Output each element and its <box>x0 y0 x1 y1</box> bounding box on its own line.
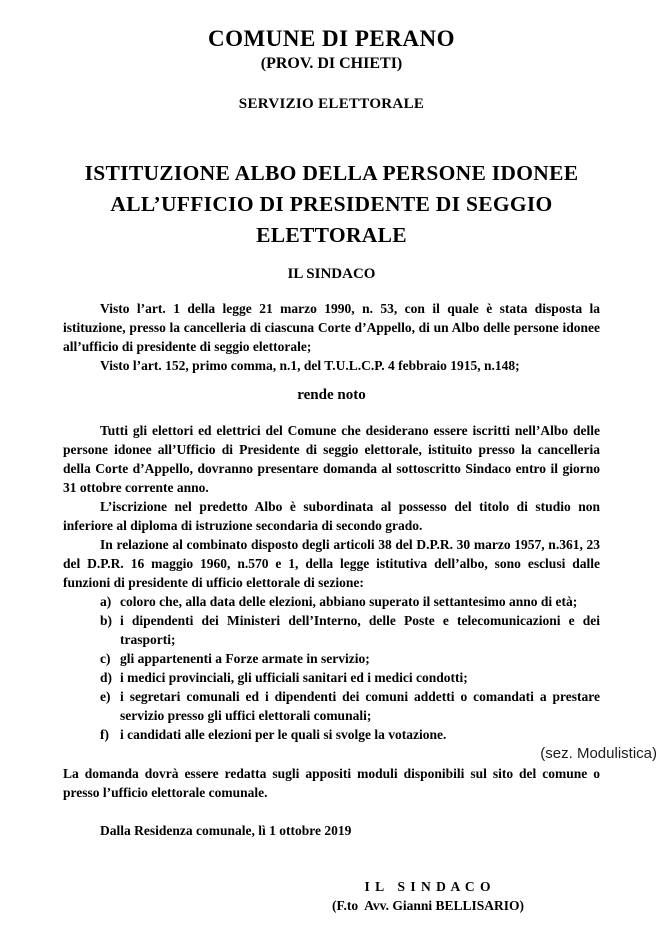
rende-noto-heading: rende noto <box>297 386 366 403</box>
list-item <box>100 592 600 611</box>
list-item-text: i candidati alle elezioni per le quali si svolge la votazione. <box>120 726 447 742</box>
list-item-marker: e) <box>100 688 111 704</box>
dateline: Dalla Residenza comunale, lì 1 ottobre 2019 <box>100 822 352 838</box>
modulistica-side-note: (sez. Modulistica) <box>540 744 657 762</box>
premise-paragraph-1: Visto l’art. 1 della legge 21 marzo 1990, n. 53, con il quale è stata disposta la istituzione, presso la cancelleria di ciascuna Corte d’Appello, di un Albo delle persone idonee all’ufficio di presidente di seggio elettorale; <box>63 300 600 354</box>
body-paragraph-3: In relazione al combinato disposto degli articoli 38 del D.P.R. 30 marzo 1957, n.361, 23 del D.P.R. 16 maggio 1960, n.570 e 1, della legge istitutiva dell’albo, sono esclusi dalle funzioni di presidente di ufficio elettorale di sezione: <box>63 536 600 590</box>
closing-paragraph: La domanda dovrà essere redatta sugli appositi moduli disponibili sul sito del comune o presso l’ufficio elettorale comunale. <box>63 765 600 800</box>
list-item-text: gli appartenenti a Forze armate in servizio; <box>120 650 370 666</box>
signature-role: I L S I N D A C O <box>364 878 492 894</box>
body-paragraph-1: Tutti gli elettori ed elettrici del Comune che desiderano essere iscritti nell’Albo delle persone idonee all’Ufficio di Presidente di seggio elettorale, istituito presso la cancelleria della Corte d’Appello, dovranno presentare domanda al sottoscritto Sindaco entro il giorno 31 ottobre corrente anno. <box>63 422 600 495</box>
list-item <box>100 687 600 725</box>
list-item-text: i medici provinciali, gli ufficiali sanitari ed i medici condotti; <box>120 669 468 685</box>
list-item <box>100 649 600 668</box>
signature-name: (F.to Avv. Gianni BELLISARIO) <box>331 897 525 913</box>
list-item-text: coloro che, alla data delle elezioni, abbiano superato il settantesimo anno di età; <box>120 593 578 609</box>
list-item-marker: b) <box>100 612 113 628</box>
list-item-text: i dipendenti dei Ministeri dell’Interno, delle Poste e telecomunicazioni e dei trasporti; <box>120 612 600 647</box>
body-paragraph-2: L’iscrizione nel predetto Albo è subordinata al possesso del titolo di studio non inferiore al diploma di istruzione secondaria di secondo grado. <box>63 498 600 533</box>
mayor-heading: IL SINDACO <box>287 265 376 282</box>
province-subtitle: (PROV. DI CHIETI) <box>260 55 403 73</box>
list-item <box>100 611 600 649</box>
office-name: SERVIZIO ELETTORALE <box>238 95 425 112</box>
document-title: ISTITUZIONE ALBO DELLA PERSONE IDONEE ALL’UFFICIO DI PRESIDENTE DI SEGGIO ELETTORALE <box>84 160 579 247</box>
list-item-marker: a) <box>100 593 112 609</box>
list-item-marker: f) <box>100 726 109 742</box>
list-item <box>100 668 600 687</box>
signature-block <box>328 877 528 915</box>
list-item-marker: c) <box>100 650 111 666</box>
list-item <box>100 725 600 744</box>
exclusion-list <box>100 592 600 744</box>
list-item-text: i segretari comunali ed i dipendenti dei comuni addetti o comandati a prestare servizio presso gli uffici elettorali comunali; <box>120 688 600 723</box>
municipality-title: COMUNE DI PERANO <box>208 26 455 51</box>
list-item-marker: d) <box>100 669 113 685</box>
premise-paragraph-2: Visto l’art. 152, primo comma, n.1, del T.U.L.C.P. 4 febbraio 1915, n.148; <box>100 357 520 373</box>
